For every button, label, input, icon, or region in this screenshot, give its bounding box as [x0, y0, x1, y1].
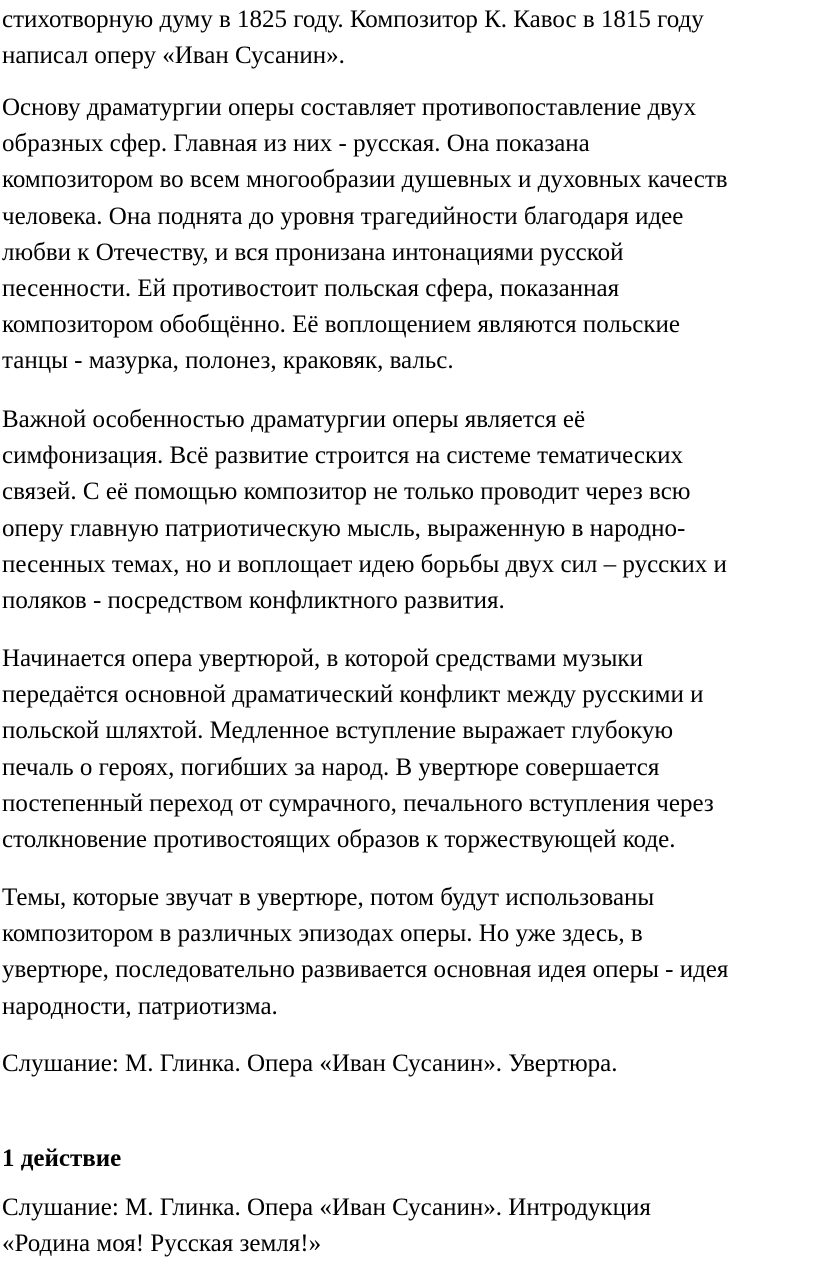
- paragraph-themes: [2, 880, 816, 1025]
- text-line: композитором в различных эпизодах оперы. Но уже здесь, в: [2, 920, 643, 948]
- section-heading-act-1: [2, 1141, 816, 1177]
- text-line: Слушание: М. Глинка. Опера «Иван Сусанин». Увертюра.: [2, 1050, 618, 1077]
- text-line: танцы - мазурка, полонез, краковяк, вальс.: [2, 347, 454, 375]
- text-line: человека. Она поднята до уровня трагедийности благодаря идее: [2, 202, 684, 230]
- text-line: композитором обобщённо. Её воплощением являются польские: [2, 311, 680, 339]
- text-line: Основу драматургии оперы составляет противопоставление двух: [2, 94, 697, 121]
- paragraph-listening-overture: [2, 1046, 816, 1082]
- paragraph-kavos: [2, 2, 816, 74]
- text-line: песенных темах, но и воплощает идею борьбы двух сил – русских и: [2, 550, 727, 578]
- text-line: Важной особенностью драматургии оперы является её: [2, 406, 586, 433]
- text-line: печаль о героях, погибших за народ. В увертюре совершается: [2, 753, 660, 781]
- text-line: написал оперу «Иван Сусанин».: [2, 42, 345, 70]
- text-line: симфонизация. Всё развитие строится на системе тематических: [2, 442, 684, 470]
- text-line: увертюре, последовательно развивается основная идея оперы - идея: [2, 956, 729, 984]
- text-line: песенности. Ей противостоит польская сфера, показанная: [2, 274, 620, 302]
- text-line: Темы, которые звучат в увертюре, потом будут использованы: [2, 884, 655, 911]
- text-line: польской шляхтой. Медленное вступление выражает глубокую: [2, 717, 674, 745]
- text-line: композитором во всем многообразии душевных и духовных качеств: [2, 166, 728, 194]
- text-line: поляков - посредством конфликтного развития.: [2, 586, 505, 614]
- heading-text: 1 действие: [2, 1145, 122, 1172]
- text-line: Начинается опера увертюрой, в которой средствами музыки: [2, 645, 643, 672]
- paragraph-dramaturgy: [2, 90, 816, 380]
- paragraph-overture: [2, 641, 816, 858]
- text-line: оперу главную патриотическую мысль, выраженную в народно-: [2, 514, 686, 542]
- paragraph-listening-introduction: [2, 1190, 816, 1262]
- paragraph-symphonization: [2, 402, 816, 619]
- text-line: столкновение противостоящих образов к торжествующей коде.: [2, 825, 676, 853]
- text-line: «Родина моя! Русская земля!»: [2, 1230, 322, 1258]
- text-line: постепенный переход от сумрачного, печального вступления через: [2, 789, 714, 817]
- text-line: Слушание: М. Глинка. Опера «Иван Сусанин». Интродукция: [2, 1194, 651, 1221]
- text-line: связей. С её помощью композитор не только проводит через всю: [2, 478, 691, 506]
- text-line: народности, патриотизма.: [2, 992, 278, 1020]
- text-line: образных сфер. Главная из них - русская. Она показана: [2, 130, 590, 158]
- text-line: стихотворную думу в 1825 году. Композитор К. Кавос в 1815 году: [2, 6, 704, 33]
- text-line: передаётся основной драматический конфликт между русскими и: [2, 681, 704, 709]
- text-line: любви к Отечеству, и вся пронизана интонациями русской: [2, 238, 624, 266]
